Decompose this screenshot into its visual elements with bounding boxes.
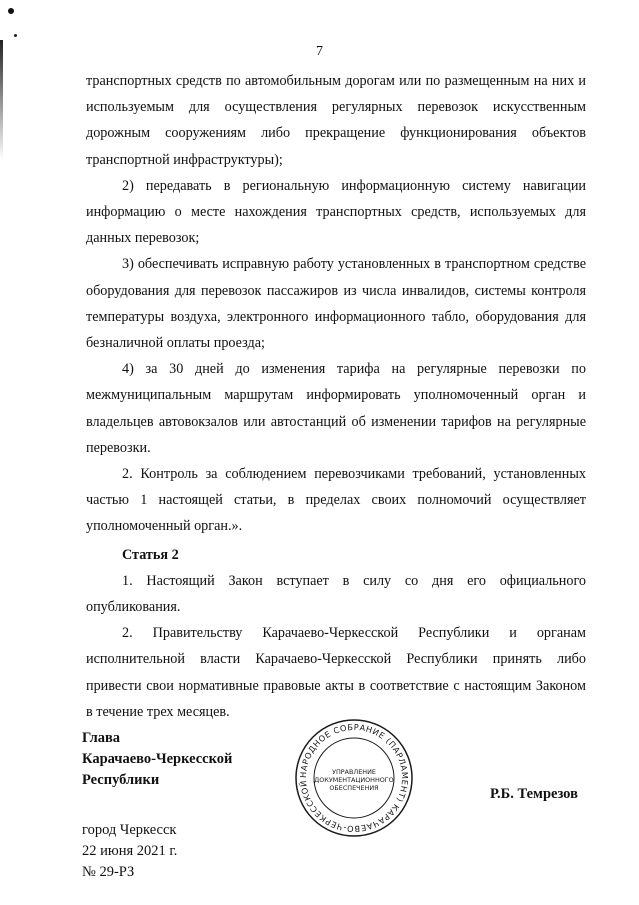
article-2-paragraph-2: 2. Правительству Карачаево-Черкесской Республики и органам исполнительной власти Карачаево-Черкесской Республики принять либо привести свои нормативные правовые акты в соответствие с настоящим Законом в течение трех месяцев. xyxy=(86,625,586,720)
official-stamp xyxy=(294,718,414,838)
signer-name: Р.Б. Темрезов xyxy=(490,786,578,802)
scan-artifact xyxy=(14,34,17,37)
signature-title-line: Глава xyxy=(82,730,121,746)
document-body xyxy=(86,68,586,725)
paragraph-continuation: транспортных средств по автомобильным дорогам или по размещенным на них и используемым для осуществления регулярных перевозок искусственным дорожным сооружениям либо прекращение функционирования объектов транспортной инфраструктуры); xyxy=(86,73,586,168)
paragraph-item-4: 4) за 30 дней до изменения тарифа на регулярные перевозки по межмуниципальным маршрутам информировать уполномоченный орган и владельцев автовокзалов или автостанций об изменении тарифов на регулярные перевозки. xyxy=(86,361,586,456)
paragraph-item-3: 3) обеспечивать исправную работу установленных в транспортном средстве оборудования для перевозок пассажиров из числа инвалидов, системы контроля температуры воздуха, электронного информационного табло, оборудования для безналичной оплаты проезда; xyxy=(86,256,586,352)
stamp-inner-line: ДОКУМЕНТАЦИОННОГО xyxy=(314,776,394,784)
page-number: 7 xyxy=(316,44,323,59)
paragraph-item-2: 2) передавать в региональную информационную систему навигации информацию о месте нахождения транспортных средств, используемых для данных перевозок; xyxy=(86,177,586,247)
signature-title-line: Карачаево-Черкесской xyxy=(82,751,233,767)
place-date-block xyxy=(82,820,177,883)
signature-title xyxy=(82,728,232,791)
signing-date: 22 июня 2021 г. xyxy=(82,843,178,859)
stamp-inner-line: УПРАВЛЕНИЕ xyxy=(332,768,376,776)
law-number: № 29-РЗ xyxy=(82,864,135,880)
paragraph-part-2: 2. Контроль за соблюдением перевозчиками требований, установленных частью 1 настоящей статьи, в пределах своих полномочий осуществляет уполномоченный орган.». xyxy=(86,466,586,535)
stamp-inner-line: ОБЕСПЕЧЕНИЯ xyxy=(329,784,379,792)
article-2-paragraph-1: 1. Настоящий Закон вступает в силу со дня его официального опубликования. xyxy=(86,572,586,616)
scan-artifact xyxy=(8,8,14,14)
stamp-seal-graphic xyxy=(294,718,414,838)
stamp-outer-text: НАРОДНОЕ СОБРАНИЕ (ПАРЛАМЕНТ) КАРАЧАЕВО-ЧЕРКЕССКОЙ xyxy=(297,721,411,835)
article-2-heading: Статья 2 xyxy=(122,546,179,563)
place-of-signing: город Черкесск xyxy=(82,822,177,838)
signature-title-line: Республики xyxy=(82,772,160,788)
